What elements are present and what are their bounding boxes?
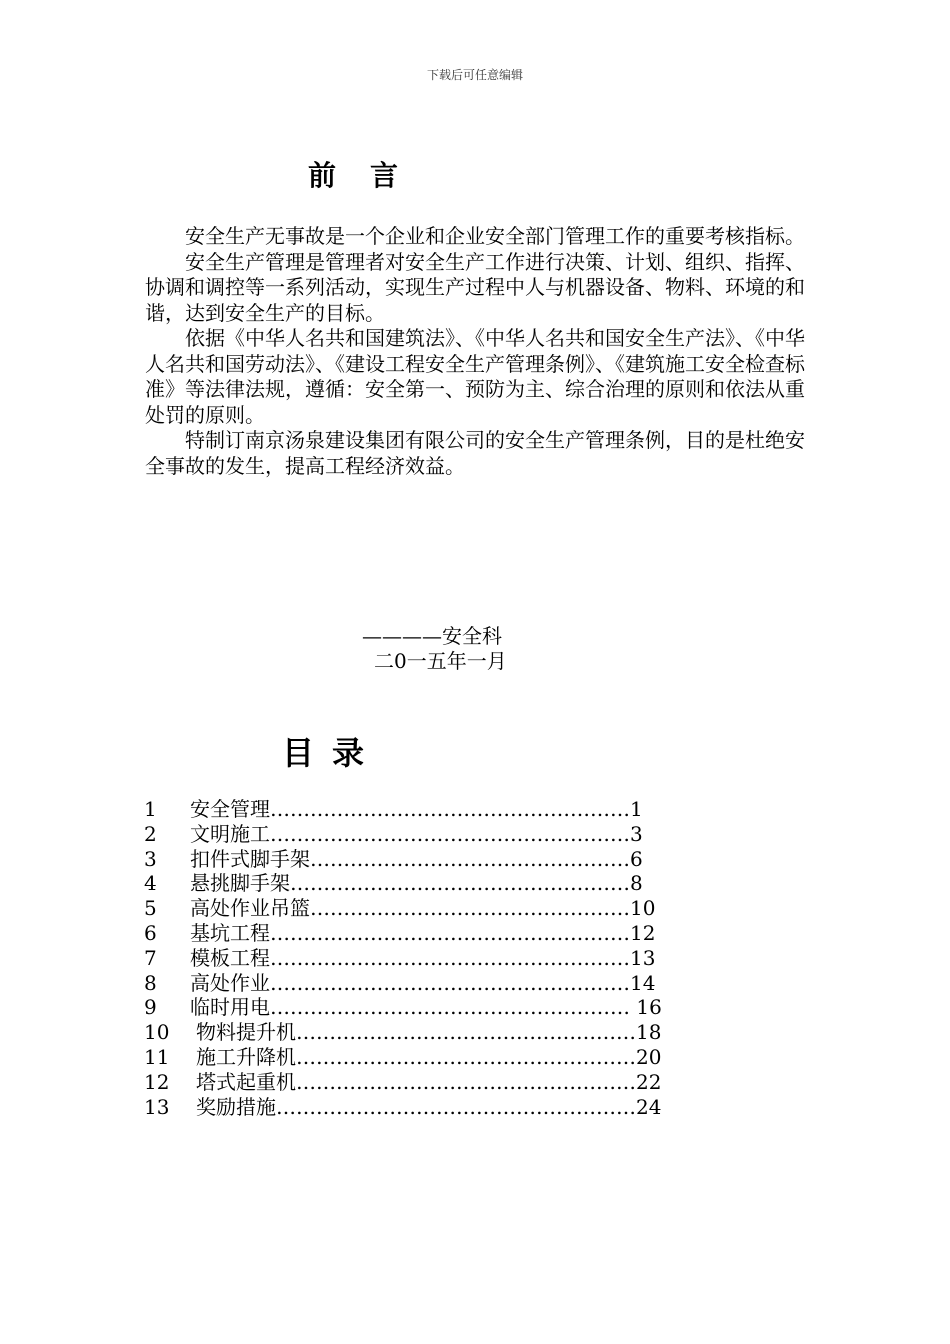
toc-entry[interactable] <box>144 946 662 971</box>
toc-entry-text: 文明施工………………………………………………3 <box>190 821 643 846</box>
toc-entry-number: 10 <box>144 1020 170 1045</box>
toc-entry-number: 11 <box>144 1044 170 1069</box>
toc-entry-number: 9 <box>144 995 157 1020</box>
toc-title: 目录 <box>282 734 383 772</box>
toc-entry-number: 3 <box>144 846 157 871</box>
toc-entry[interactable] <box>144 822 662 847</box>
preface-paragraph: 安全生产无事故是一个企业和企业安全部门管理工作的重要考核指标。 <box>185 224 805 248</box>
signature-date: 二0一五年一月 <box>374 649 507 673</box>
toc-entry[interactable] <box>144 971 662 996</box>
toc-entry-text: 悬挑脚手架……………………………………………8 <box>190 871 643 896</box>
toc-entry-text: 基坑工程………………………………………………12 <box>190 920 656 945</box>
toc-entry[interactable] <box>144 1070 662 1095</box>
toc-entry-number: 13 <box>144 1094 170 1119</box>
toc-entry[interactable] <box>144 1045 662 1070</box>
preface-body <box>145 224 810 479</box>
preface-paragraph: 依据《中华人名共和国建筑法》、《中华人名共和国安全生产法》、《中华人名共和国劳动法》、《建设工程安全生产管理条例》、《建筑施工安全检查标准》等法律法规，遵循：安全第一、预防为主、综合治理的原则和依法从重处罚的原则。 <box>145 326 805 427</box>
toc-entry-text: 临时用电……………………………………………… 16 <box>190 995 662 1020</box>
toc-entry[interactable] <box>144 797 662 822</box>
preface-paragraph: 安全生产管理是管理者对安全生产工作进行决策、计划、组织、指挥、协调和调控等一系列活动，实现生产过程中人与机器设备、物料、环境的和谐，达到安全生产的目标。 <box>145 249 805 325</box>
toc-entry-text: 扣件式脚手架…………………………………………6 <box>190 846 643 871</box>
toc-entry[interactable] <box>144 847 662 872</box>
toc-entry-number: 6 <box>144 920 157 945</box>
toc-entry[interactable] <box>144 871 662 896</box>
preface-title: 前言 <box>308 159 433 192</box>
signature-block <box>362 624 507 674</box>
toc-entry-text: 安全管理………………………………………………1 <box>190 797 643 821</box>
toc-entry-text: 高处作业吊篮…………………………………………10 <box>190 896 656 921</box>
toc-entry[interactable] <box>144 1020 662 1045</box>
toc-entry-number: 7 <box>144 945 157 970</box>
toc-entry-number: 4 <box>144 871 157 896</box>
toc-entry[interactable] <box>144 1095 662 1120</box>
toc-entry-text: 模板工程………………………………………………13 <box>190 945 656 970</box>
toc-entry-text: 物料提升机……………………………………………18 <box>196 1020 662 1045</box>
toc-list <box>144 797 662 1119</box>
toc-entry-text: 塔式起重机……………………………………………22 <box>196 1069 662 1094</box>
toc-entry-number: 5 <box>144 896 157 921</box>
toc-entry[interactable] <box>144 995 662 1020</box>
toc-entry-text: 施工升降机……………………………………………20 <box>196 1044 662 1069</box>
toc-entry[interactable] <box>144 921 662 946</box>
toc-entry-number: 12 <box>144 1069 170 1094</box>
toc-entry-number: 1 <box>144 797 157 821</box>
toc-entry-number: 2 <box>144 821 157 846</box>
toc-entry[interactable] <box>144 896 662 921</box>
preface-paragraph: 特制订南京汤泉建设集团有限公司的安全生产管理条例，目的是杜绝安全事故的发生，提高工程经济效益。 <box>145 428 805 478</box>
toc-entry-text: 高处作业………………………………………………14 <box>190 970 656 995</box>
toc-entry-text: 奖励措施………………………………………………24 <box>196 1094 662 1119</box>
signature-department: ————安全科 <box>362 624 502 648</box>
header-note: 下载后可任意编辑 <box>426 68 523 82</box>
toc-entry-number: 8 <box>144 970 157 995</box>
